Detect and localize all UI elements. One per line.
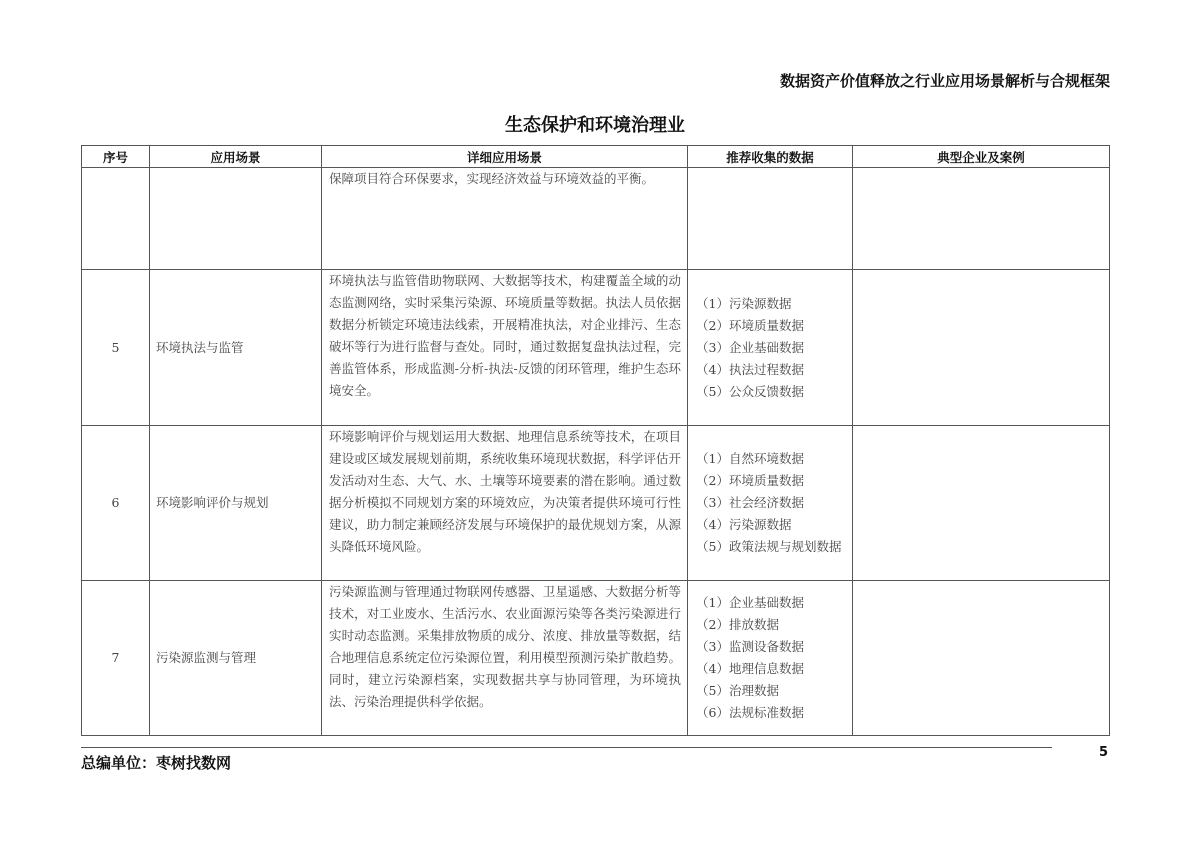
table-row xyxy=(82,168,1110,270)
row-detail xyxy=(322,581,688,736)
data-item: （2）排放数据 xyxy=(696,617,779,632)
row-number: 7 xyxy=(82,581,150,736)
data-item: （4）污染源数据 xyxy=(696,517,792,532)
column-header-scene: 应用场景 xyxy=(150,146,322,168)
data-item: （3）企业基础数据 xyxy=(696,339,804,355)
column-header-case: 典型企业及案例 xyxy=(853,146,1110,168)
table-header-row xyxy=(82,146,1110,168)
row-number: 5 xyxy=(82,270,150,426)
data-item: （3）监测设备数据 xyxy=(696,639,804,654)
data-item: （4）地理信息数据 xyxy=(696,661,804,676)
row-data xyxy=(688,581,853,736)
table-row xyxy=(82,581,1110,736)
data-item: （1）企业基础数据 xyxy=(696,595,804,610)
page-number: 5 xyxy=(1099,745,1109,760)
data-item: （6）法规标准数据 xyxy=(696,705,804,720)
row-case xyxy=(853,426,1110,581)
row-detail xyxy=(322,270,688,426)
document-header-title: 数据资产价值释放之行业应用场景解析与合规框架 xyxy=(779,72,1110,90)
table-row xyxy=(82,426,1110,581)
data-item: （5）政策法规与规划数据 xyxy=(696,539,842,554)
row-scene: 污染源监测与管理 xyxy=(150,581,322,736)
row-detail-text: 污染源监测与管理通过物联网传感器、卫星遥感、大数据分析等技术，对工业废水、生活污水、农业面源污染等各类污染源进行实时动态监测。采集排放物质的成分、浓度、排放量等数据，结合地理信息系统定位污染源位置，利用模型预测污染扩散趋势。同时，建立污染源档案，实现数据共享与协同管理，为环境执法、污染治理提供科学依据。 xyxy=(329,584,681,709)
footer-divider xyxy=(81,747,1052,748)
data-item: （3）社会经济数据 xyxy=(696,495,804,510)
data-item: （1）污染源数据 xyxy=(696,295,792,311)
data-item: （4）执法过程数据 xyxy=(696,361,804,377)
scenario-table xyxy=(81,145,1110,736)
row-data xyxy=(688,426,853,581)
row-data xyxy=(688,168,853,270)
row-detail xyxy=(322,168,688,270)
row-scene: 环境执法与监管 xyxy=(150,270,322,426)
data-item: （2）环境质量数据 xyxy=(696,473,804,488)
row-detail-text: 环境影响评价与规划运用大数据、地理信息系统等技术，在项目建设或区域发展规划前期，系统收集环境现状数据，科学评估开发活动对生态、大气、水、土壤等环境要素的潜在影响。通过数据分析模拟不同规划方案的环境效应，为决策者提供环境可行性建议，助力制定兼顾经济发展与环境保护的最优规划方案，从源头降低环境风险。 xyxy=(329,429,681,554)
row-case xyxy=(853,270,1110,426)
data-item: （1）自然环境数据 xyxy=(696,451,804,466)
row-number xyxy=(82,168,150,270)
column-header-no: 序号 xyxy=(82,146,150,168)
row-scene: 环境影响评价与规划 xyxy=(150,426,322,581)
data-item: （5）公众反馈数据 xyxy=(696,383,804,399)
column-header-detail: 详细应用场景 xyxy=(322,146,688,168)
footer-editor-unit: 总编单位：枣树找数网 xyxy=(81,754,232,772)
data-item: （2）环境质量数据 xyxy=(696,317,804,333)
table-row xyxy=(82,270,1110,426)
column-header-data: 推荐收集的数据 xyxy=(688,146,853,168)
data-item: （5）治理数据 xyxy=(696,683,779,698)
row-case xyxy=(853,168,1110,270)
row-case xyxy=(853,581,1110,736)
row-scene xyxy=(150,168,322,270)
row-detail-text: 保障项目符合环保要求，实现经济效益与环境效益的平衡。 xyxy=(329,171,655,186)
page-title: 生态保护和环境治理业 xyxy=(505,115,685,136)
row-detail xyxy=(322,426,688,581)
row-number: 6 xyxy=(82,426,150,581)
row-detail-text: 环境执法与监管借助物联网、大数据等技术，构建覆盖全域的动态监测网络，实时采集污染源、环境质量等数据。执法人员依据数据分析锁定环境违法线索，开展精准执法，对企业排污、生态破坏等行为进行监督与查处。同时，通过数据复盘执法过程，完善监管体系，形成监测-分析-执法-反馈的闭环管理，维护生态环境安全。 xyxy=(329,273,681,398)
row-data xyxy=(688,270,853,426)
